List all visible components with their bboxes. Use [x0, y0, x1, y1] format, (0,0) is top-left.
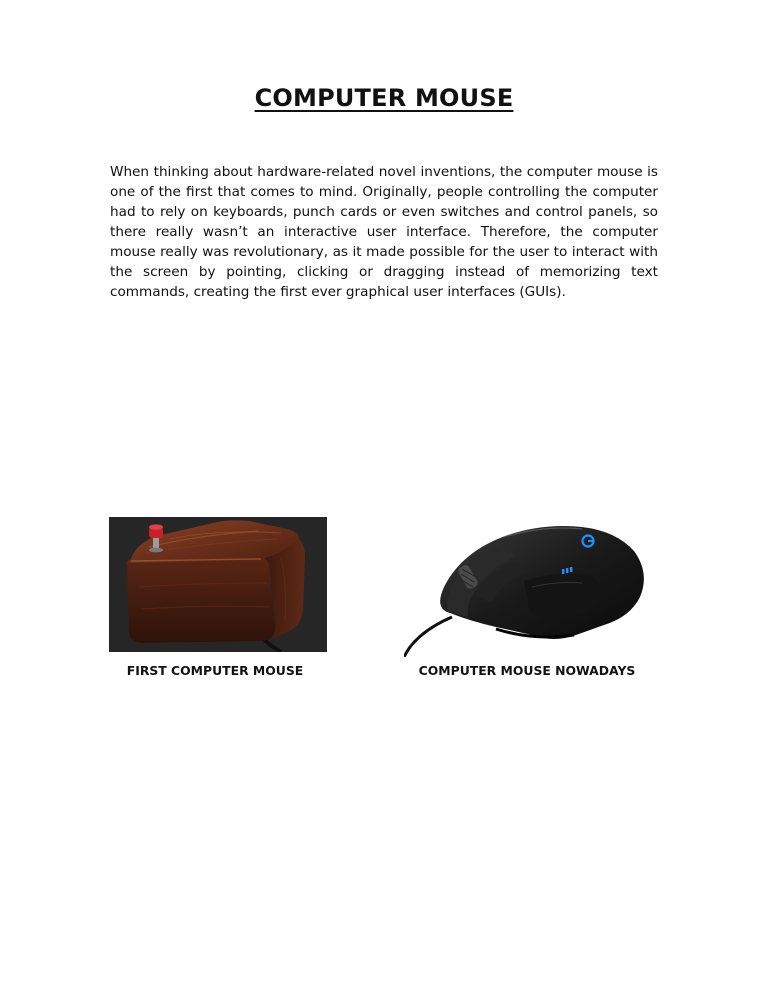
intro-paragraph: When thinking about hardware-related novel inventions, the computer mouse is one of the first that comes to mind. Originally, people controlling the computer had to rely on keyboards, punch cards or even switches and control panels, so there really wasn’t an interactive user interface. Therefore, the computer mouse really was revolutionary, as it made possible for the user to interact with the screen by pointing, clicking or dragging instead of memorizing text commands, creating the first ever graphical user interfaces (GUIs). [110, 164, 658, 300]
page-title: COMPUTER MOUSE [254, 84, 514, 112]
modern-computer-mouse-image [404, 517, 648, 657]
modern-mouse-caption: COMPUTER MOUSE NOWADAYS [418, 663, 636, 678]
first-computer-mouse-image [109, 517, 327, 652]
first-mouse-caption: FIRST COMPUTER MOUSE [126, 663, 304, 678]
